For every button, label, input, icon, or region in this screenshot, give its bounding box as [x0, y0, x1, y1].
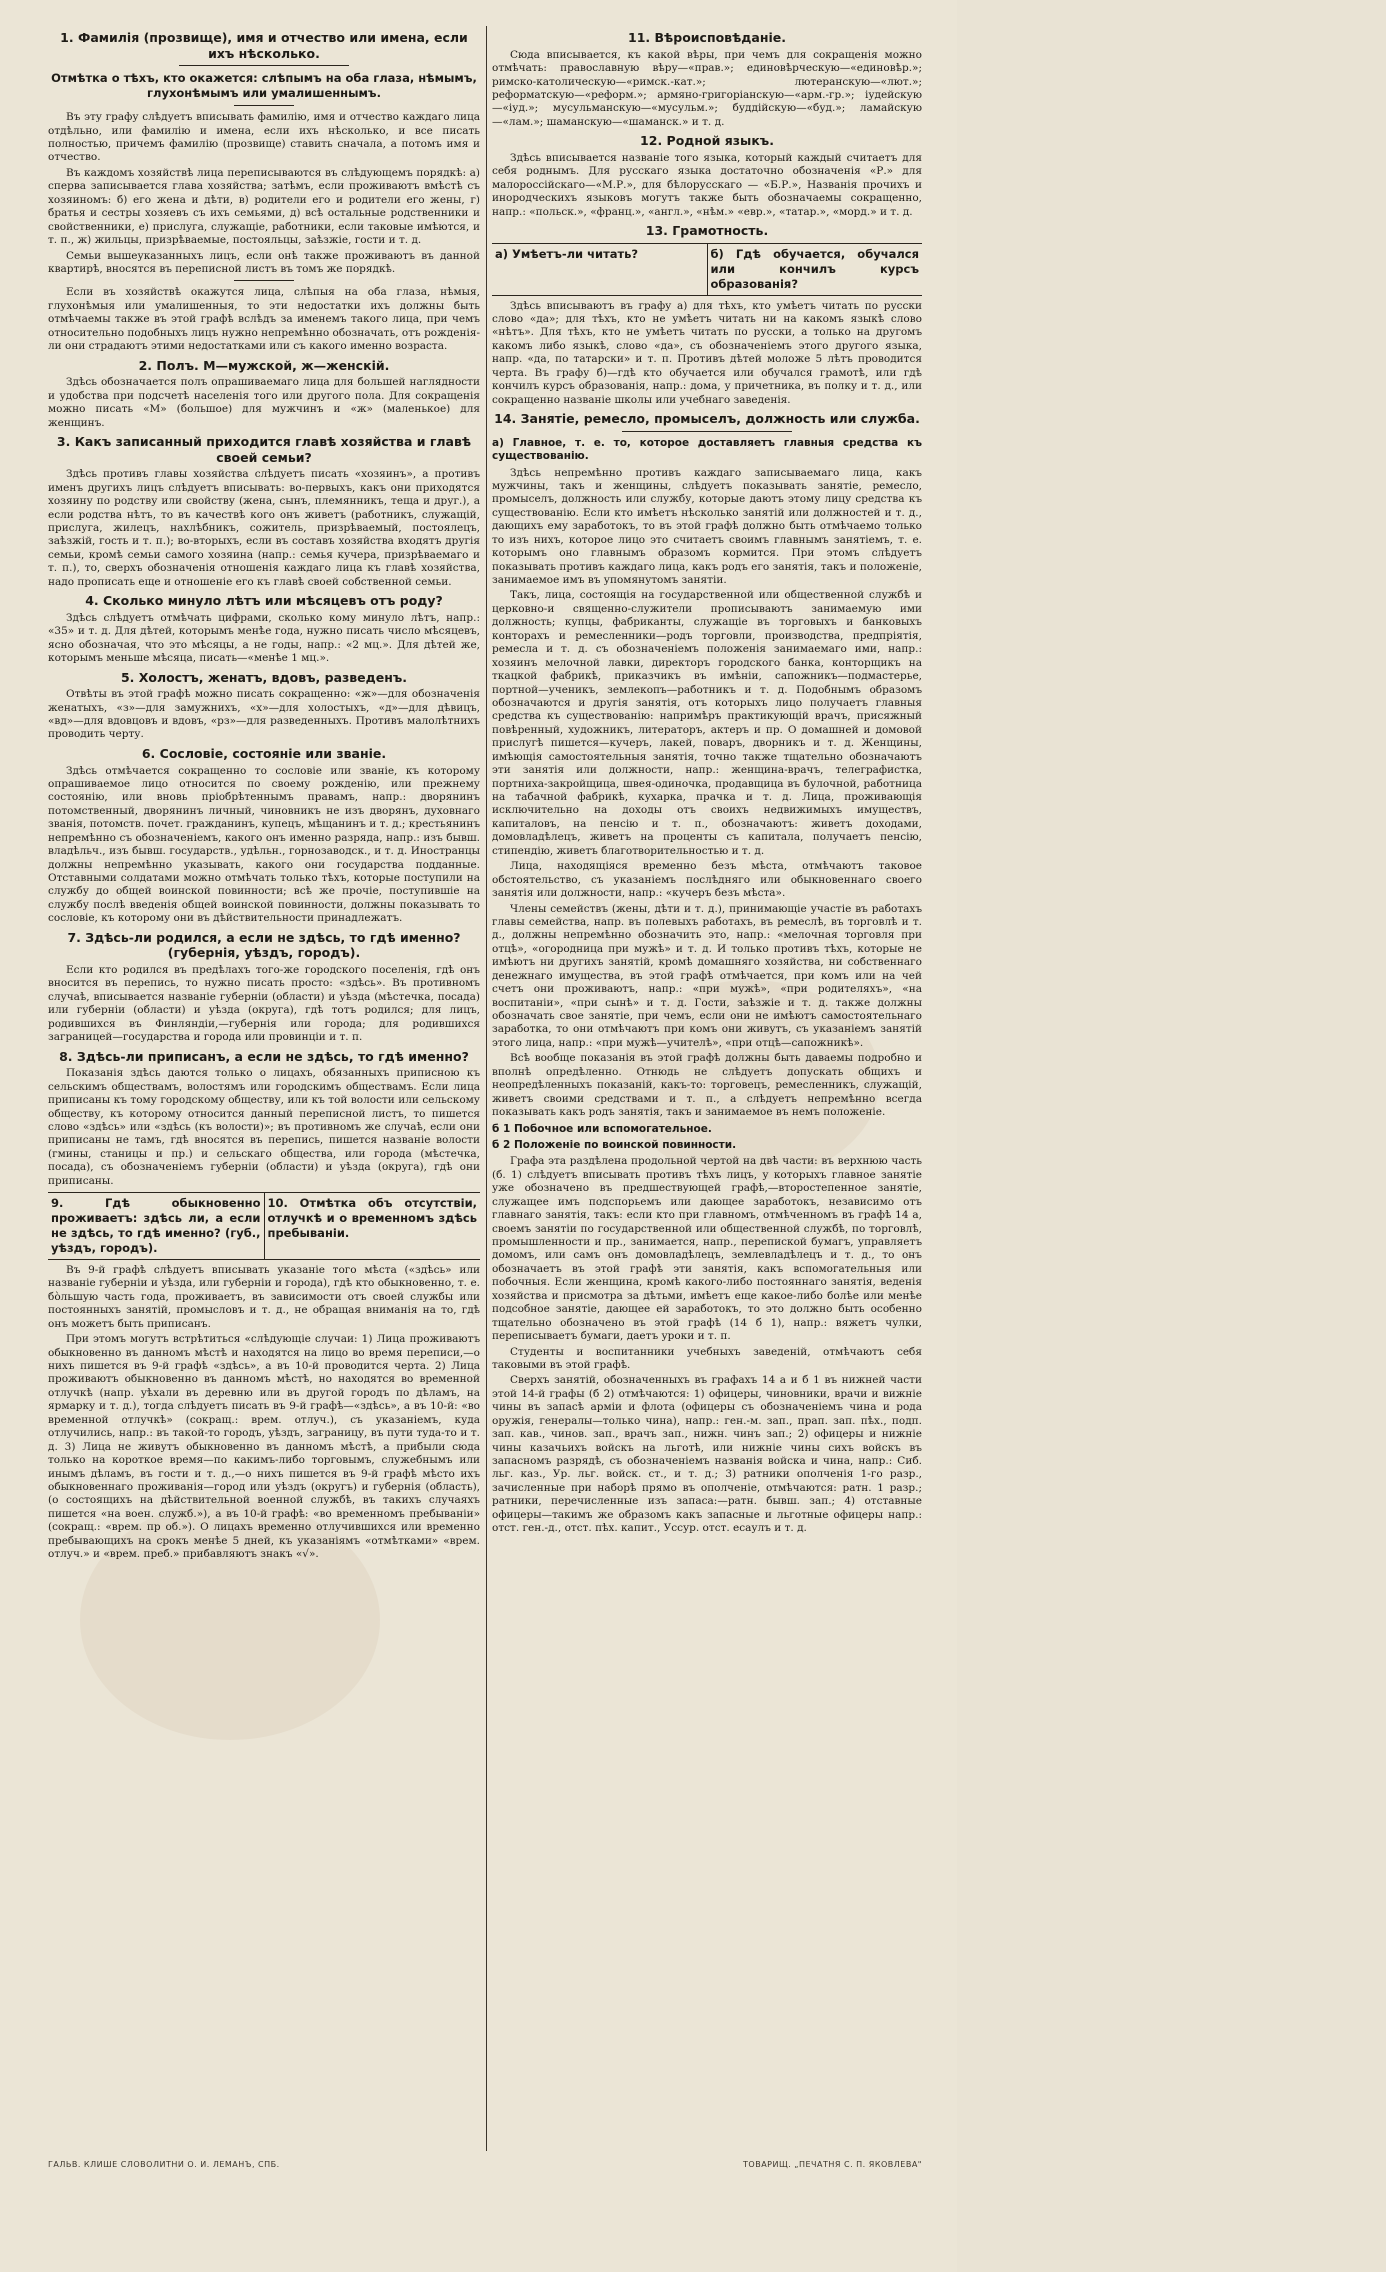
paragraph: Студенты и воспитанники учебныхъ заведеній, отмѣчаютъ себя таковыми въ этой графѣ.: [492, 1345, 922, 1371]
paragraph: Здѣсь непремѣнно противъ каждаго записываемаго лица, какъ мужчины, такъ и женщины, слѣдуетъ показывать занятіе, ремесло, промыселъ, должность или службу, которые даютъ этому лицу средства къ существованію. Если кто имѣетъ нѣсколько занятій или должностей и т. д., дающихъ ему заработокъ, то въ этой графѣ должно быть отмѣчаемо только то изъ нихъ, которое лицо это считаетъ своимъ главнымъ занятіемъ, т. е. которымъ оно главнымъ образомъ кормится. При этомъ слѣдуетъ показывать противъ каждаго лица, какъ родъ его занятія, такъ и положеніе, занимаемое имъ въ упомянутомъ занятіи.: [492, 466, 922, 586]
section-14b1-subtitle: б 1 Побочное или вспомогательное.: [492, 1122, 712, 1135]
section-2-title: 2. Полъ. М—мужской, ж—женскій.: [138, 357, 390, 373]
paragraph: Всѣ вообще показанія въ этой графѣ должны быть даваемы подробно и вполнѣ опредѣленно. Отнюдь не слѣдуетъ допускать общихъ и неопредѣленныхъ показаній, какъ-то: торговецъ, ремесленникъ, служащій, живетъ своими средствами и т. п., а слѣдуетъ непремѣнно всегда показывать какъ родъ занятія, такъ и занимаемое въ немъ положеніе.: [492, 1052, 922, 1119]
paragraph: Показанія здѣсь даются только о лицахъ, обязанныхъ приписною къ сельскимъ обществамъ, волостямъ или городскимъ обществамъ. Если лица приписаны къ тому городскому обществу, или къ той волости или сельскому обществу, къ которому относится данный переписной листъ, то пишется слово «здѣсь» или «здѣсь (къ волости)»; въ противномъ же случаѣ, если они приписаны не тамъ, гдѣ вносятся въ перепись, пишется названіе волости (гмины, станицы и пр.) и сельскаго общества, или города (мѣстечка, посада), съ обозначеніемъ губерніи (области) и уѣзда (округа), гдѣ они приписаны.: [48, 1067, 480, 1187]
section-9-10-header: [48, 1192, 480, 1260]
paragraph: Сверхъ занятій, обозначенныхъ въ графахъ 14 а и б 1 въ нижней части этой 14-й графы (б 2) отмѣчаются: 1) офицеры, чиновники, врачи и вижніе чины въ запасѣ арміи и флота (офицеры съ обозначеніемъ чина и рода оружія, генералы—только чина), напр.: ген.-м. зап., прап. зап. пѣх., подп. зап. кав., чинов. зап., врачъ зап., нижн. чинъ зап.; 2) офицеры и нижніе чины казачьихъ войскъ на льготѣ, или нижніе чины сихъ войскъ въ запасномъ разрядѣ, съ обозначеніемъ названія войска и чина, напр.: Сиб. льг. каз., Ур. льг. войск. ст., и т. д.; 3) ратники ополченія 1-го разр., зачисленные при наборѣ прямо въ ополченіе, отмѣчаются: ратн. 1 разр.; ратники, перечисленные изъ запаса:—ратн. бывш. зап.; 4) отставные офицеры—такимъ же образомъ какъ запасные и льготные офицеры напр.: отст. ген.-д., отст. пѣх. капит., Уссур. отст. есаулъ и т. д.: [492, 1374, 922, 1535]
paragraph: Здѣсь отмѣчается сокращенно то сословіе или званіе, къ которому опрашиваемое лицо относится по своему рожденію, или прежнему состоянію, или вновь пріобрѣтеннымъ правамъ, напр.: дворянинъ потомственный, дворянинъ личный, чиновникъ не изъ дворянъ, духовнаго званія, потомств. почет. гражданинъ, купецъ, мѣщанинъ и т. д.; крестьянинъ непремѣнно съ обозначеніемъ, какого онъ именно разряда, напр.: изъ бывш. владѣльч., изъ бывш. государств., удѣльн., горнозаводск., и т. д. Иностранцы должны непремѣнно указывать, какого они государства подданные. Отставными солдатами можно отмѣчать только тѣхъ, которые поступили на службу до общей воинской повинности; всѣ же прочіе, поступившіе на службу послѣ введенія общей воинской повинности, должны показывать то сословіе, къ которому они въ дѣйствительности принадлежатъ.: [48, 764, 480, 925]
paragraph: Здѣсь вписываютъ въ графу а) для тѣхъ, кто умѣетъ читать по русски слово «да»; для тѣхъ, кто не умѣетъ читать ни на какомъ языкѣ слово «нѣтъ». Для тѣхъ, кто не умѣетъ читать по русски, а только на другомъ какомъ либо языкѣ, слово «да», съ обозначеніемъ этого другого языка, напр. «да, по татарски» и т. п. Противъ дѣтей моложе 5 лѣтъ проводится черта. Въ графу б)—гдѣ кто обучается или обучался грамотѣ, или гдѣ кончилъ курсъ образованія, напр.: дома, у причетника, въ полку и т. д., или сокращенно названіе школы или учебнаго заведенія.: [492, 299, 922, 406]
paragraph: Сюда вписывается, къ какой вѣры, при чемъ для сокращенія можно отмѣчать: православную вѣру—«прав.»; единовѣрческую—«единовѣр.»; римско-католическую—«римск.-кат.»; лютеранскую—«лют.»; реформатскую—«реформ.»; армяно-григоріанскую—«арм.-гр.»; іудейскую—«іуд.»; мусульманскую—«мусульм.»; буддійскую—«буд.»; ламайскую—«лам.»; шаманскую—«шаманск.» и т. д.: [492, 48, 922, 128]
paragraph: При этомъ могутъ встрѣтиться «слѣдующіе случаи: 1) Лица проживаютъ обыкновенно въ данномъ мѣстѣ и находятся на лицо во время переписи,—о нихъ пишется въ 9-й графѣ «здѣсь», а въ 10-й проводится черта. 2) Лица проживаютъ обыкновенно въ данномъ мѣстѣ, но находятся во временной отлучкѣ (напр. уѣхали въ деревню или въ другой городъ по дѣламъ, на ярмарку и т. д.), тогда слѣдуетъ писать въ 9-й графѣ—«здѣсь», а въ 10-й: «во временной отлучкѣ» (сокращ.: врем. отлуч.), съ указаніемъ, куда отлучились, напр.: въ такой-то городъ, уѣздъ, заграницу, въ пути туда-то и т. д. 3) Лица не живутъ обыкновенно въ данномъ мѣстѣ, а прибыли сюда только на короткое время—по какимъ-либо торговымъ, служебнымъ или инымъ дѣламъ, въ гости и т. д.,—о нихъ пишется въ 9-й графѣ мѣсто ихъ обыкновеннаго проживанія—город или уѣздъ (округъ) и губернія (область), (о состоящихъ на дѣйствительной военной службѣ, въ такихъ случаяхъ пишется «на воен. служб.»), а въ 10-й графѣ: «во временномъ пребываніи» (сокращ.: «врем. пр об.»). О лицахъ временно отлучившихся или временно пребывающихъ на срокъ менѣе 5 дней, къ указаніямъ «отмѣтками» «врем. отлуч.» и «врем. преб.» прибавляютъ знакъ «√».: [48, 1333, 480, 1561]
section-14b2-subtitle: б 2 Положеніе по воинской повинности.: [492, 1138, 737, 1151]
paragraph: Графа эта раздѣлена продольной чертой на двѣ части: въ верхнюю часть (б. 1) слѣдуетъ вписывать противъ тѣхъ лицъ, у которыхъ главное занятіе уже обозначено въ предшествующей графѣ,—второстепенное занятіе, служащее имъ подспорьемъ или дающее заработокъ, независимо отъ главнаго занятія, такъ: если кто при главномъ, отмѣченномъ въ графѣ 14 а, своемъ занятіи по государственной или общественной службѣ, по торговлѣ, промышленности и пр., занимается, напр., перепиской бумагъ, управляетъ домомъ, или самъ онъ домовладѣлецъ, землевладѣлецъ и т. д., то онъ обозначаетъ въ этой графѣ эти занятія, какъ вспомогательныя или побочныя. Если женщина, кромѣ какого-либо постояннаго занятія, веденія хозяйства и присмотра за дѣтьми, имѣетъ еще какое-либо болѣе или менѣе подсобное занятіе, дающее ей заработокъ, то это должно быть особенно тщательно обозначено въ этой графѣ (14 б 1), напр.: вяжетъ чулки, переписываетъ бумаги, даетъ уроки и т. п.: [492, 1155, 922, 1343]
section-6-title: 6. Сословіе, состояніе или званіе.: [141, 745, 387, 761]
printer-footer: [48, 2160, 922, 2169]
left-column: [48, 26, 480, 2151]
section-5-title: 5. Холостъ, женатъ, вдовъ, разведенъ.: [120, 669, 408, 685]
section-14-title: 14. Занятіе, ремесло, промыселъ, должность или служба.: [494, 411, 920, 426]
section-13-header: [492, 243, 922, 296]
section-8-title: 8. Здѣсь-ли приписанъ, а если не здѣсь, то гдѣ именно?: [59, 1048, 469, 1064]
paragraph: Въ каждомъ хозяйствѣ лица переписываются въ слѣдующемъ порядкѣ: а) сперва записывается глава хозяйства; затѣмъ, если проживаютъ вмѣстѣ съ хозяиномъ: б) его жена и дѣти, в) родители его и родители его жены, г) братья и сестры хозяевъ съ ихъ семьями, д) всѣ остальные родственники и свойственники, е) прислуга, служащіе, работники, если таковые имѣются, и т. п., ж) жильцы, призрѣваемые, постояльцы, заѣзжіе, гости и т. д.: [48, 166, 480, 247]
section-1-note: Отмѣтка о тѣхъ, кто окажется: слѣпымъ на оба глаза, нѣмымъ, глухонѣмымъ или умалишеннымъ.: [51, 71, 477, 101]
section-14a-subtitle: а) Главное, т. е. то, которое доставляетъ главныя средства къ существованію.: [492, 436, 922, 463]
section-12-title: 12. Родной языкъ.: [640, 133, 774, 149]
paragraph: Здѣсь обозначается полъ опрашиваемаго лица для большей наглядности и удобства при подсчетѣ населенія того или другого пола. Для сокращенія можно писать «М» (большое) для мужчинъ и «ж» (маленькое) для женщинъ.: [48, 376, 480, 429]
section-9-title: 9. Гдѣ обыкновенно проживаетъ: здѣсь ли, а если не здѣсь, то гдѣ именно? (губ., уѣздъ, городъ).: [51, 1196, 261, 1255]
column-divider: [486, 26, 487, 2151]
section-13a-title: а) Умѣетъ-ли читать?: [495, 246, 639, 261]
divider-rule: [179, 65, 349, 66]
divider-rule: [234, 280, 294, 281]
footer-left-imprint: ГАЛЬВ. КЛИШЕ СЛОВОЛИТНИ О. И. ЛЕМАНЪ, СПБ.: [48, 2160, 280, 2169]
paragraph: Лица, находящіяся временно безъ мѣста, отмѣчаютъ таковое обстоятельство, съ указаніемъ послѣдняго или обыкновеннаго своего занятія или должности, напр.: «кучеръ безъ мѣста».: [492, 860, 922, 900]
section-13b-title: б) Гдѣ обучается, обучался или кончилъ курсъ образованія?: [707, 244, 923, 295]
divider-rule: [622, 431, 792, 432]
section-3-title: 3. Какъ записанный приходится главѣ хозяйства и главѣ своей семьи?: [56, 433, 472, 465]
section-13-title: 13. Грамотность.: [645, 223, 769, 239]
paragraph: Здѣсь слѣдуетъ отмѣчать цифрами, сколько кому минуло лѣтъ, напр.: «35» и т. д. Для дѣтей, которымъ менѣе года, нужно писать число мѣсяцевъ, ясно обозначая, что это мѣсяцы, а не годы, напр.: «2 мц.». Для дѣтей же, которымъ меньше мѣсяца, писать—«менѣе 1 мц.».: [48, 611, 480, 665]
paragraph: Если кто родился въ предѣлахъ того-же городского поселенія, гдѣ онъ вносится въ перепись, то нужно писать просто: «здѣсь». Въ противномъ случаѣ, вписывается названіе губерніи (области) и уѣзда (мѣстечка, посада) или губерніи (области) и уѣзда (округа), гдѣ тотъ родился; для лицъ, родившихся въ Финляндіи,—губернія или города; для родившихся заграницей—государства и города или провинціи и т. п.: [48, 964, 480, 1044]
right-column: [492, 26, 922, 2151]
paragraph: Здѣсь вписывается названіе того языка, который каждый считаетъ для себя роднымъ. Для русскаго языка достаточно обозначенія «Р.» для малороссійскаго—«М.Р.», для бѣлорусскаго — «Б.Р.», Названія прочихъ и инородческихъ языковъ могутъ также быть обозначаемы сокращенно, напр.: «польск.», «франц.», «англ.», «нѣм.» «евр.», «татар.», «морд.» и т. д.: [492, 151, 922, 218]
paragraph: Въ 9-й графѣ слѣдуетъ вписывать указаніе того мѣста («здѣсь» или названіе губерніи и уѣзда, или губерніи и города), гдѣ кто обыкновенно, т. е. бо̀льшую часть года, проживаетъ, въ зависимости отъ своей службы или постоянныхъ занятій, промысловъ и т. д., не обращая вниманія на то, гдѣ онъ можетъ быть приписанъ.: [48, 1263, 480, 1330]
paragraph: Члены семействъ (жены, дѣти и т. д.), принимающіе участіе въ работахъ главы семейства, напр. въ полевыхъ работахъ, въ ремеслѣ, въ торговлѣ и т. д., должны непремѣнно обозначить это, напр.: «мелочная торговля при отцѣ», «огородница при мужѣ» и т. д. И только противъ тѣхъ, которые не имѣютъ ни другихъ занятій, кромѣ домашняго хозяйства, ни собственнаго денежнаго имущества, въ этой графѣ отмѣчается, при комъ или на чей счетъ они проживаютъ, напр.: «при мужѣ», «при родителяхъ», «на воспитаніи», «при сынѣ» и т. д. Гости, заѣзжіе и т. д. также должны обозначать свое занятіе, при чемъ, если они не имѣютъ самостоятельнаго заработка, то они отмѣчаютъ при комъ они живутъ, съ указаніемъ занятій этого лица, напр.: «при мужѣ—учителѣ», «при отцѣ—сапожникѣ».: [492, 902, 922, 1049]
paragraph: Семьи вышеуказанныхъ лицъ, если онѣ также проживаютъ въ данной квартирѣ, вносятся въ переписной листъ въ томъ же порядкѣ.: [48, 249, 480, 275]
section-1-title: 1. Фамилія (прозвище), имя и отчество или имена, если ихъ нѣсколько.: [60, 30, 468, 61]
section-4-title: 4. Сколько минуло лѣтъ или мѣсяцевъ отъ роду?: [85, 593, 443, 609]
section-11-title: 11. Вѣроисповѣданіе.: [628, 30, 786, 45]
section-7-title: 7. Здѣсь-ли родился, а если не здѣсь, то гдѣ именно? (губернія, уѣздъ, городъ).: [67, 929, 461, 961]
paragraph: Здѣсь противъ главы хозяйства слѣдуетъ писать «хозяинъ», а противъ именъ другихъ лицъ слѣдуетъ вписывать: во-первыхъ, какъ они приходятся хозяину по родству или свойству (жена, сынъ, племянникъ, теща и друг.), а если родства нѣтъ, то въ качествѣ кого онъ живетъ (работникъ, служащій, прислуга, жилецъ, нахлѣбникъ, сожитель, призрѣваемый, постоялецъ, заѣзжій, гость и т. п.); во-вторыхъ, если въ составъ хозяйства входятъ другія семьи, кромѣ семьи самого хозяина (напр.: семья кучера, призрѣваемаго и т. п.), то, сверхъ обозначенія отношенія каждаго лица къ главѣ хозяйства, надо прописать еще и отношеніе его къ главѣ своей собственной семьи.: [48, 468, 480, 588]
paragraph: Отвѣты въ этой графѣ можно писать сокращенно: «ж»—для обозначенія женатыхъ, «з»—для замужнихъ, «х»—для холостыхъ, «д»—для дѣвицъ, «вд»—для вдовцовъ и вдовъ, «рз»—для разведенныхъ. Противъ малолѣтнихъ проводить черту.: [48, 688, 480, 741]
footer-right-imprint: ТОВАРИЩ. „ПЕЧАТНЯ С. П. ЯКОВЛЕВА": [743, 2160, 922, 2169]
paragraph: Такъ, лица, состоящія на государственной или общественной службѣ и церковно-и священно-служители прописываютъ занимаемую ими должность; купцы, фабриканты, служащіе въ торговыхъ и банковыхъ конторахъ и ремесленники—родъ торговли, производства, предпріятія, ремесла и т. д. съ обозначеніемъ положенія занимаемаго ими, напр.: хозяинъ мелочной лавки, директоръ городского банка, конторщикъ на ткацкой фабрикѣ, приказчикъ въ имѣніи, сапожникъ—подмастерье, портной—ученикъ, землекопъ—работникъ и т. д. Подобнымъ образомъ обозначаются и другія занятія, отъ которыхъ лицо получаетъ главныя средства къ существованію: напримѣръ практикующій врачъ, присяжный повѣренный, художникъ, литераторъ, актеръ и пр. О домашней и домовой прислугѣ пишется—кучеръ, лакей, поваръ, дворникъ и т. д. Женщины, имѣющія самостоятельныя занятія, точно также тщательно обозначаютъ эти занятія или должности, напр.: женщина-врачъ, телеграфистка, портниха-закройщица, швея-одиночка, продавщица въ булочной, работница на табачной фабрикѣ, кухарка, прачка и т. д. Лица, проживающія исключительно на доходы отъ своихъ недвижимыхъ имуществъ, капиталовъ, на пенсію и т. п., обозначаютъ: живетъ доходами, домовладѣлецъ, живетъ на проценты съ капитала, получаетъ пенсію, стипендію, живетъ благотворительностью и т. д.: [492, 589, 922, 857]
paragraph: Въ эту графу слѣдуетъ вписывать фамилію, имя и отчество каждаго лица отдѣльно, или фамилію и имена, если ихъ нѣсколько, и все писать полностью, причемъ фамилію (прозвище) ставить сначала, а потомъ имя и отчество.: [48, 111, 480, 164]
paragraph: Если въ хозяйствѣ окажутся лица, слѣпыя на оба глаза, нѣмыя, глухонѣмыя или умалишенныя, то эти недостатки ихъ должны быть отмѣчаемы также въ этой графѣ вслѣдъ за именемъ такого лица, при чемъ относительно подобныхъ лицъ нужно непремѣнно обозначать, отъ рожденія-ли они страдаютъ этими недостатками или съ какого именно возраста.: [48, 286, 480, 353]
divider-rule: [234, 105, 294, 106]
section-10-title: 10. Отмѣтка объ отсутствіи, отлучкѣ и о временномъ здѣсь пребываніи.: [264, 1193, 481, 1259]
